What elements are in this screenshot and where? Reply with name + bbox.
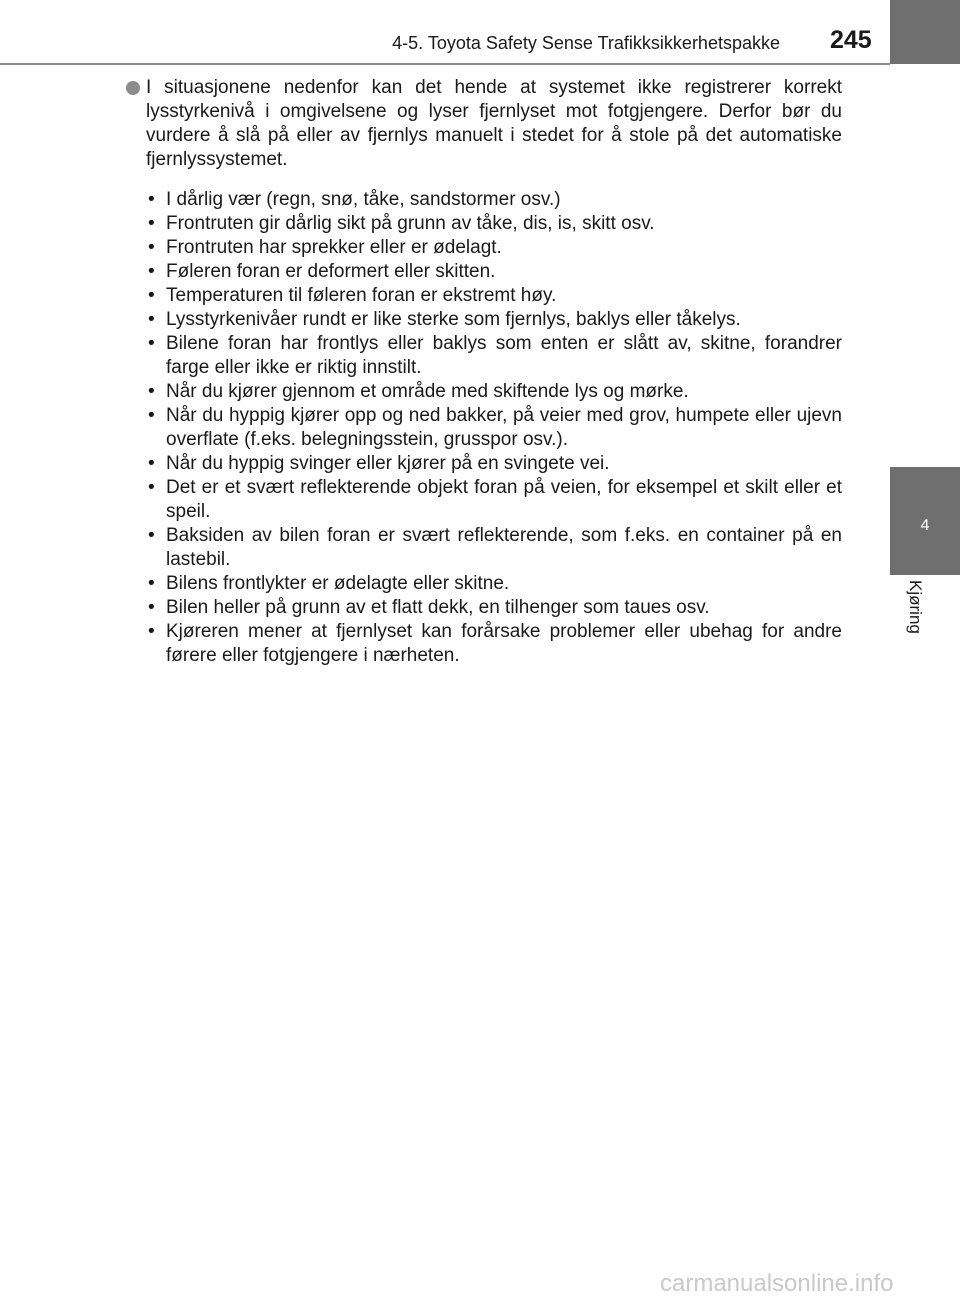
list-item <box>148 380 842 404</box>
list-item <box>148 308 842 332</box>
page-number: 245 <box>830 26 872 54</box>
list-item <box>148 284 842 308</box>
watermark: carmanualsonline.info <box>660 1270 894 1297</box>
list-item <box>148 212 842 236</box>
bullet-icon: • <box>148 237 155 258</box>
list-item-text: Frontruten gir dårlig sikt på grunn av tåke, dis, is, skitt osv. <box>166 213 655 234</box>
bullet-icon: • <box>148 213 155 234</box>
list-item <box>148 596 842 620</box>
list-item <box>148 524 842 572</box>
condition-list <box>126 188 842 668</box>
list-item-text: Når du hyppig kjører opp og ned bakker, på veier med grov, humpete eller ujevn overflate (f.eks. belegningsstein, grusspor osv.). <box>166 405 842 450</box>
bullet-icon: • <box>148 309 155 330</box>
bullet-icon: • <box>148 477 155 498</box>
list-item-text: Frontruten har sprekker eller er ødelagt. <box>166 237 502 258</box>
section-title: 4-5. Toyota Safety Sense Trafikksikkerhetspakke <box>392 33 780 53</box>
bullet-icon: • <box>148 597 155 618</box>
chapter-label: Kjøring <box>906 580 925 634</box>
list-item-text: Temperaturen til føleren foran er ekstremt høy. <box>166 285 557 306</box>
chapter-number: 4 <box>920 517 930 534</box>
bullet-icon: • <box>148 453 155 474</box>
list-item <box>148 572 842 596</box>
list-item <box>148 620 842 668</box>
list-item <box>148 188 842 212</box>
list-item-text: Føleren foran er deformert eller skitten. <box>166 261 496 282</box>
list-item-text: Bilens frontlykter er ødelagte eller skitne. <box>166 573 510 594</box>
list-item <box>148 404 842 452</box>
chapter-tab <box>890 467 960 575</box>
list-item-text: Lysstyrkenivåer rundt er like sterke som fjernlys, baklys eller tåkelys. <box>166 309 741 330</box>
list-item-text: I dårlig vær (regn, snø, tåke, sandstormer osv.) <box>166 189 561 210</box>
intro-paragraph <box>126 76 842 172</box>
header-divider <box>0 63 890 65</box>
list-item-text: Når du hyppig svinger eller kjører på en svingete vei. <box>166 453 610 474</box>
list-item <box>148 476 842 524</box>
list-item-text: Det er et svært reflekterende objekt foran på veien, for eksempel et skilt eller et speil. <box>166 477 842 522</box>
list-item <box>148 452 842 476</box>
list-item-text: Når du kjører gjennom et område med skiftende lys og mørke. <box>166 381 689 402</box>
list-item <box>148 236 842 260</box>
bullet-icon: • <box>148 189 155 210</box>
bullet-icon: • <box>148 525 155 546</box>
bullet-icon: • <box>148 381 155 402</box>
bullet-icon: • <box>148 261 155 282</box>
bullet-icon: • <box>148 285 155 306</box>
list-item-text: Kjøreren mener at fjernlyset kan forårsake problemer eller ubehag for andre førere eller fotgjengere i nærheten. <box>166 621 842 666</box>
list-item-text: Bilen heller på grunn av et flatt dekk, en tilhenger som taues osv. <box>166 597 710 618</box>
list-item-text: Bilene foran har frontlys eller baklys som enten er slått av, skitne, forandrer farge eller ikke er riktig innstilt. <box>166 333 842 378</box>
list-item-text: Baksiden av bilen foran er svært reflekterende, som f.eks. en container på en lastebil. <box>166 525 842 570</box>
page-header <box>0 0 960 64</box>
intro-text: I situasjonene nedenfor kan det hende at systemet ikke registrerer korrekt lysstyrkenivå i omgivelsene og lyser fjernlyset mot fotgjengere. Derfor bør du vurdere å slå på eller av fjernlys manuelt i stedet for å stole på det automatiske fjernlyssystemet. <box>146 77 842 170</box>
list-item <box>148 332 842 380</box>
list-item <box>148 260 842 284</box>
side-tab-top <box>890 0 960 64</box>
bullet-icon: • <box>148 621 155 642</box>
bullet-icon: • <box>148 333 155 354</box>
circle-bullet-icon <box>126 81 140 95</box>
bullet-icon: • <box>148 573 155 594</box>
bullet-icon: • <box>148 405 155 426</box>
page-content <box>126 76 842 668</box>
